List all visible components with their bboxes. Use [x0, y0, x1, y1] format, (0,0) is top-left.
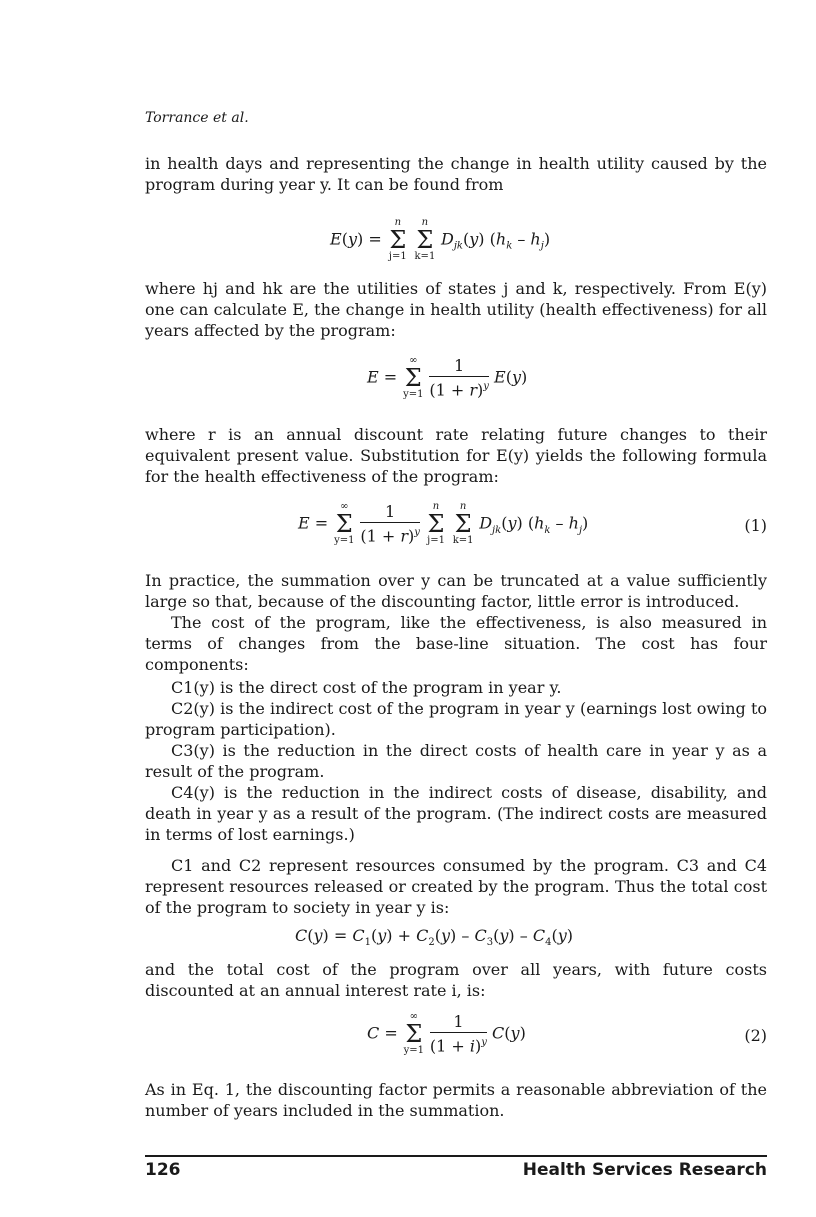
paragraph-4: In practice, the summation over y can be truncated at a value sufficiently large so that, because of the discounting factor, little error is introduced. — [145, 571, 767, 611]
journal-name: Health Services Research — [522, 1160, 767, 1180]
footer — [145, 1160, 767, 1180]
cost-c1: C1(y) is the direct cost of the program in year y. — [171, 678, 562, 697]
cost-c2: C2(y) is the indirect cost of the program in year y (earnings lost owing to program participation). — [145, 699, 767, 739]
equation-cy: $C(y) = C_1(y) + C_2(y) - C_3(y) - C_4(y)$ — [295, 926, 573, 949]
paragraph-7: and the total cost of the program over all years, with future costs discounted at an annual interest rate i, is: — [145, 960, 767, 1000]
paragraph-8: As in Eq. 1, the discounting factor permits a reasonable abbreviation of the number of years included in the summation. — [145, 1080, 767, 1120]
paragraph-3: where r is an annual discount rate relating future changes to their equivalent present value. Substitution for E(y) yields the following formula for the health effectiveness of the program: — [145, 425, 767, 486]
footer-rule — [145, 1155, 767, 1157]
equation-2: C = ∞ Σ y=1 $\frac{1}{(1 + i)^y}$ C(y) (2) — [367, 1011, 767, 1057]
cost-c4: C4(y) is the reduction in the indirect costs of disease, disability, and death in year y as a result of the program. (The indirect costs are measured in terms of lost earnings.) — [145, 783, 767, 844]
paragraph-1: in health days and representing the change in health utility caused by the program during year y. It can be found from — [145, 154, 767, 194]
running-head: Torrance et al. — [145, 110, 249, 126]
paragraph-5: The cost of the program, like the effectiveness, is also measured in terms of changes from the base-line situation. The cost has four components: — [145, 613, 767, 674]
equation-number-1: (1) — [744, 516, 767, 535]
page-number: 126 — [145, 1160, 181, 1180]
equation-ey: E(y) = n Σ j=1 n Σ k=1 $D_{jk}(y)$ $(h_k - h_j)$ — [330, 217, 551, 262]
equation-e: E = ∞ Σ y=1 $\frac{1}{(1 + r)^y}$ E(y) — [367, 355, 528, 401]
cost-c3: C3(y) is the reduction in the direct costs of health care in year y as a result of the program. — [145, 741, 767, 781]
paragraph-2: where hj and hk are the utilities of states j and k, respectively. From E(y) one can calculate E, the change in health utility (health effectiveness) for all years affected by the program: — [145, 279, 767, 340]
equation-number-2: (2) — [744, 1026, 767, 1045]
paragraph-6: C1 and C2 represent resources consumed by the program. C3 and C4 represent resources released or created by the program. Thus the total cost of the program to society in year y is: — [145, 856, 767, 917]
equation-1: E = ∞ Σ y=1 $\frac{1}{(1 + r)^y}$ n Σ j=1 n Σ k=1 $D_{jk}(y)$ $(h_k - h_j)$ (1) — [298, 501, 767, 547]
